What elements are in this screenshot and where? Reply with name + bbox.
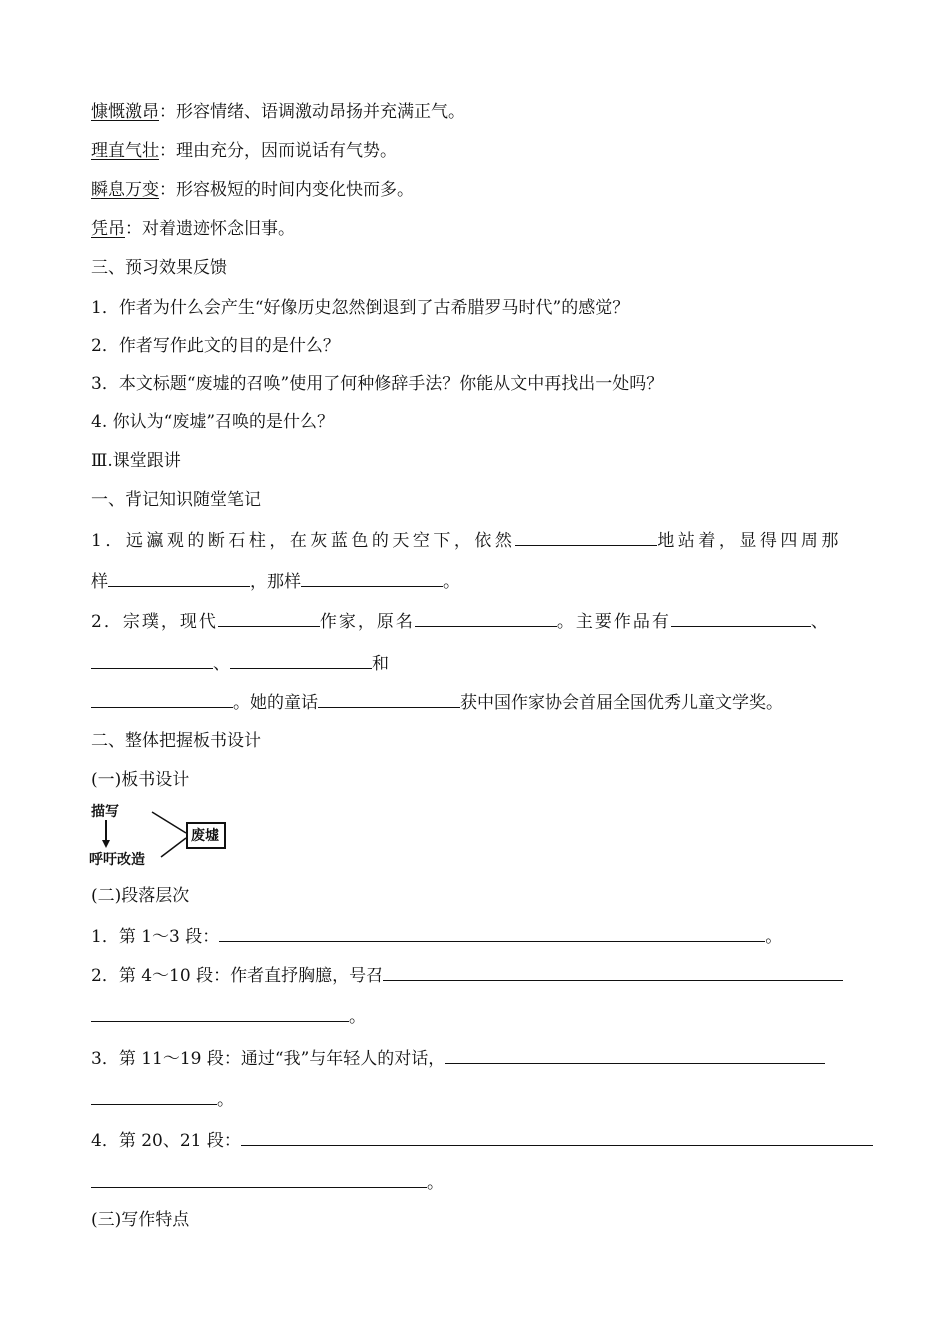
fill-in-text: ，那样 <box>250 572 301 592</box>
fill-in-text: 作家，原名 <box>319 612 415 632</box>
level-text: 。 <box>765 927 783 947</box>
vocab-term: 凭吊 <box>91 219 125 239</box>
vocab-definition: ：理由充分，因而说话有气势。 <box>159 141 397 161</box>
fill-in-1 <box>91 527 842 551</box>
paragraph-level-3-cont <box>91 1086 234 1110</box>
level-text: 。 <box>217 1090 234 1110</box>
paragraph-level-2-cont <box>91 1003 366 1027</box>
vocab-term: 瞬息万变 <box>91 180 159 200</box>
vocab-definition: ：对着遗迹怀念旧事。 <box>125 219 295 239</box>
connector-line <box>152 812 186 833</box>
vocab-term: 慷慨激昂 <box>91 102 159 122</box>
subsection-heading: (二)段落层次 <box>91 886 190 906</box>
question-3: 3．本文标题“废墟的召唤”使用了何种修辞手法？你能从文中再找出一处吗？ <box>91 374 664 394</box>
answer-blank[interactable] <box>241 1127 873 1146</box>
vocab-item <box>91 139 397 163</box>
fill-in-2-cont <box>91 689 783 713</box>
answer-blank[interactable] <box>515 527 657 546</box>
fill-in-text: 2．宗璞，现代 <box>91 612 218 632</box>
fill-in-2 <box>91 608 830 632</box>
diagram-box-label: 废墟 <box>191 828 219 844</box>
answer-blank[interactable] <box>383 962 843 981</box>
connector-line <box>161 838 186 857</box>
level-text: 2．第 4～10 段：作者直抒胸臆，号召 <box>91 966 384 986</box>
answer-blank[interactable] <box>219 923 765 942</box>
answer-blank[interactable] <box>301 568 443 587</box>
subsection-heading: (三)写作特点 <box>91 1210 190 1230</box>
question-2: 2．作者写作此文的目的是什么？ <box>91 336 340 356</box>
subsection-heading: (一)板书设计 <box>91 770 190 790</box>
answer-blank[interactable] <box>671 608 811 627</box>
part-heading: Ⅲ.课堂跟讲 <box>91 451 181 471</box>
level-text: 。 <box>427 1173 444 1193</box>
answer-blank[interactable] <box>91 1086 217 1105</box>
answer-blank[interactable] <box>91 689 233 708</box>
fill-in-text: 、 <box>213 654 230 674</box>
fill-in-text: 和 <box>372 654 389 674</box>
paragraph-level-1 <box>91 923 782 947</box>
vocab-item <box>91 100 465 124</box>
paragraph-level-4 <box>91 1127 873 1151</box>
level-text: 。 <box>349 1007 366 1027</box>
vocab-definition: ：形容极短的时间内变化快而多。 <box>159 180 414 200</box>
fill-in-text: 地站着，显得四周那 <box>657 531 842 551</box>
vocab-item <box>91 178 414 202</box>
board-diagram <box>89 800 229 870</box>
fill-in-text: 样 <box>91 572 108 592</box>
arrow-head-icon <box>102 840 110 848</box>
level-text: 4．第 20、21 段： <box>91 1131 241 1151</box>
answer-blank[interactable] <box>445 1045 825 1064</box>
diagram-label-bottom: 呼吁改造 <box>89 852 145 868</box>
section-heading: 二、整体把握板书设计 <box>91 731 261 751</box>
diagram-label-top: 描写 <box>91 804 119 820</box>
question-4: 4. 你认为“废墟”召唤的是什么？ <box>91 412 335 432</box>
answer-blank[interactable] <box>91 650 213 669</box>
vocab-term: 理直气壮 <box>91 141 159 161</box>
answer-blank[interactable] <box>218 608 320 627</box>
paragraph-level-3 <box>91 1045 825 1069</box>
fill-in-text: 。她的童话 <box>233 693 318 713</box>
section-heading: 三、预习效果反馈 <box>91 258 227 278</box>
answer-blank[interactable] <box>91 1169 427 1188</box>
fill-in-1-cont <box>91 568 460 592</box>
fill-in-text: 。 <box>443 572 460 592</box>
answer-blank[interactable] <box>318 689 460 708</box>
fill-in-text: 获中国作家协会首届全国优秀儿童文学奖。 <box>460 693 783 713</box>
fill-in-text: 、 <box>810 612 830 632</box>
vocab-item <box>91 217 295 241</box>
fill-in-text: 1．远瀛观的断石柱，在灰蓝色的天空下，依然 <box>91 531 516 551</box>
vocab-definition: ：形容情绪、语调激动昂扬并充满正气。 <box>159 102 465 122</box>
fill-in-text: 。主要作品有 <box>556 612 671 632</box>
level-text: 3．第 11～19 段：通过“我”与年轻人的对话， <box>91 1049 446 1069</box>
fill-in-2-cont <box>91 650 389 674</box>
section-heading: 一、背记知识随堂笔记 <box>91 490 261 510</box>
answer-blank[interactable] <box>230 650 372 669</box>
paragraph-level-4-cont <box>91 1169 444 1193</box>
answer-blank[interactable] <box>91 1003 349 1022</box>
question-1: 1．作者为什么会产生“好像历史忽然倒退到了古希腊罗马时代”的感觉？ <box>91 298 630 318</box>
answer-blank[interactable] <box>108 568 250 587</box>
paragraph-level-2 <box>91 962 843 986</box>
level-text: 1．第 1～3 段： <box>91 927 220 947</box>
answer-blank[interactable] <box>415 608 557 627</box>
